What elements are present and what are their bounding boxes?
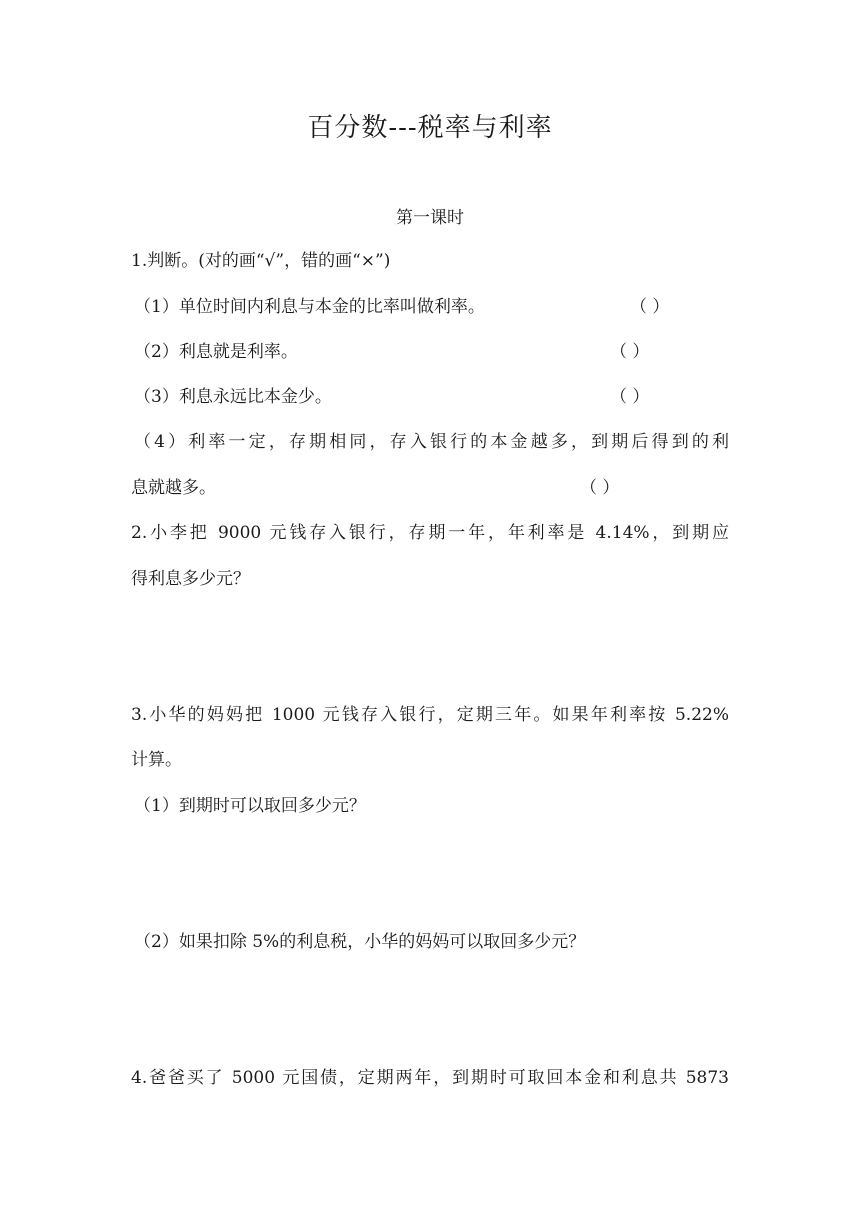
answer-blank-1-3: （ ） [610,387,650,407]
question-2-line-1: 2.小李把 9000 元钱存入银行，存期一年，年利率是 4.14%，到期应 [131,523,729,543]
question-3-sub-2: （2）如果扣除 5%的利息税，小华的妈妈可以取回多少元？ [134,932,586,952]
question-2-line-2: 得利息多少元？ [131,569,250,589]
answer-blank-1-2: （ ） [610,342,650,362]
question-1-item-4-line-2: 息就越多。 [131,478,216,498]
question-4-line-1: 4.爸爸买了 5000 元国债，定期两年，到期时可取回本金和利息共 5873 [131,1068,729,1088]
answer-blank-1-1: （ ） [630,297,670,317]
question-3-line-2: 计算。 [131,750,182,770]
question-3-line-1: 3.小华的妈妈把 1000 元钱存入银行，定期三年。如果年利率按 5.22% [131,705,729,725]
answer-blank-1-4: （ ） [580,478,620,498]
question-1-item-3: （3）利息永远比本金少。 [134,387,332,407]
question-3-sub-1: （1）到期时可以取回多少元？ [134,796,366,816]
question-1-item-4-line-1: （4）利率一定，存期相同，存入银行的本金越多，到期后得到的利 [134,432,729,452]
question-1-item-1: （1）单位时间内利息与本金的比率叫做利率。 [134,297,485,317]
question-1-heading: 1.判断。(对的画“√”，错的画“×”) [131,251,391,271]
question-1-item-2: （2）利息就是利率。 [134,342,298,362]
lesson-subtitle: 第一课时 [396,208,464,228]
page-title: 百分数---税率与利率 [307,113,553,143]
